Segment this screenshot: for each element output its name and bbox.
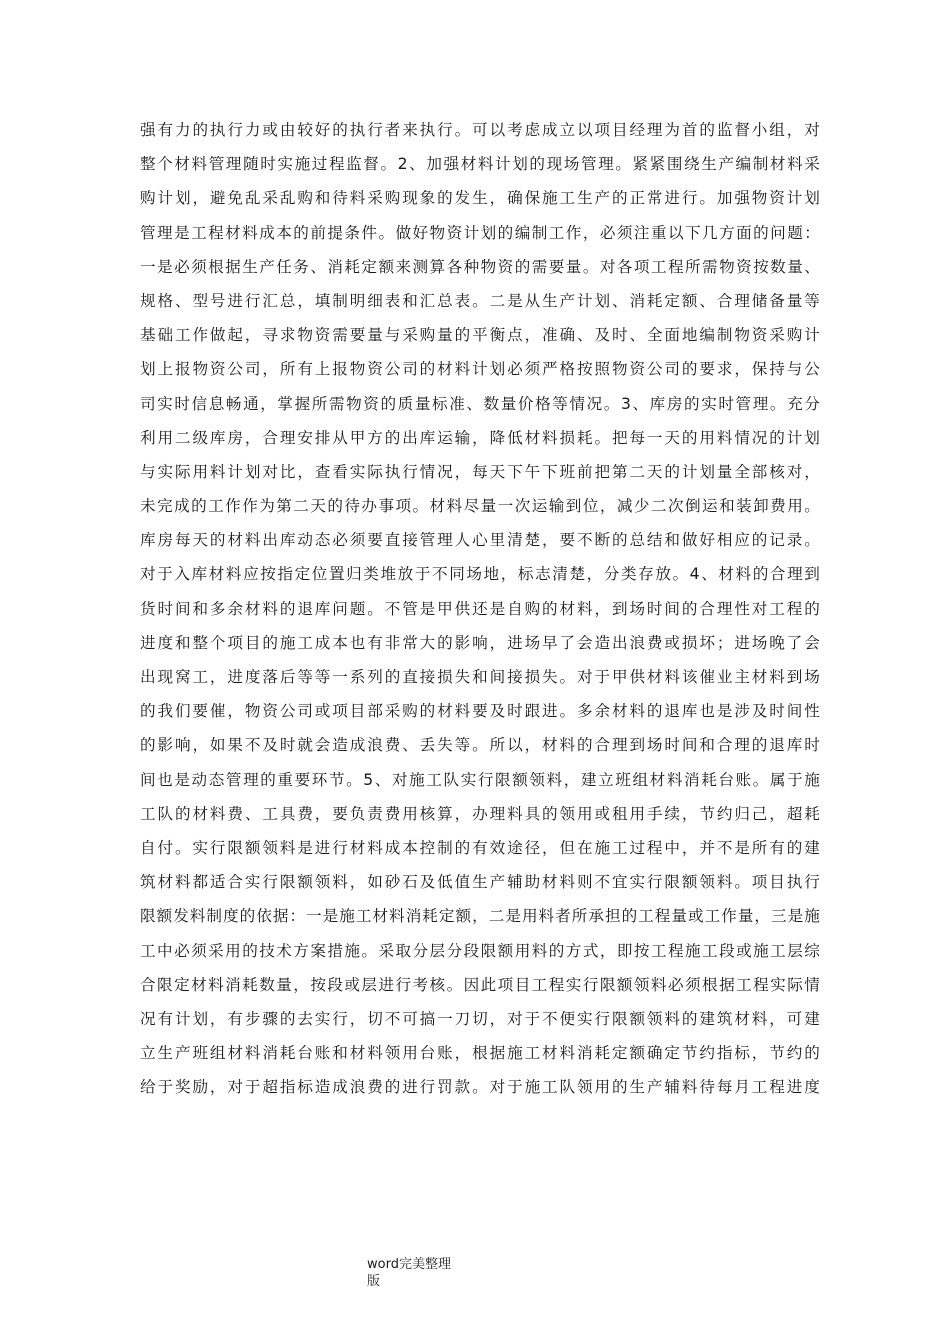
text-line: 强有力的执行力或由较好的执行者来执行。可以考虑成立以项目经理为首的监督小组，对 (140, 121, 820, 139)
footer-line-2: 版 (367, 1274, 381, 1289)
text-line: 划上报物资公司，所有上报物资公司的材料计划必须严格按照物资公司的要求，保持与公 (140, 360, 820, 379)
text-line: 间也是动态管理的重要环节。5、对施工队实行限额领料，建立班组材料消耗台账。属于施 (140, 770, 820, 789)
text-line: 整个材料管理随时实施过程监督。2、加强材料计划的现场管理。紧紧围绕生产编制材料采 (140, 155, 820, 174)
text-line: 未完成的工作作为第二天的待办事项。材料尽量一次运输到位，减少二次倒运和装卸费用。 (140, 497, 820, 516)
text-line: 基础工作做起，寻求物资需要量与采购量的平衡点，准确、及时、全面地编制物资采购计 (140, 326, 820, 345)
body-text (140, 113, 820, 1104)
text-line: 的我们要催，物资公司或项目部采购的材料要及时跟进。多余材料的退库也是涉及时间性 (140, 702, 820, 721)
text-line: 给于奖励，对于超指标造成浪费的进行罚款。对于施工队领用的生产辅料待每月工程进度 (140, 1078, 820, 1097)
text-line: 管理是工程材料成本的前提条件。做好物资计划的编制工作，必须注重以下几方面的问题： (140, 223, 820, 242)
text-line: 出现窝工，进度落后等等一系列的直接损失和间接损失。对于甲供材料该催业主材料到场 (140, 668, 820, 686)
text-line: 立生产班组材料消耗台账和材料领用台账，根据施工材料消耗定额确定节约指标，节约的 (140, 1044, 820, 1063)
text-line: 司实时信息畅通，掌握所需物资的质量标准、数量价格等情况。3、库房的实时管理。充分 (140, 394, 820, 413)
text-line: 货时间和多余材料的退库问题。不管是甲供还是自购的材料，到场时间的合理性对工程的 (140, 599, 820, 618)
text-line: 合限定材料消耗数量，按段或层进行考核。因此项目工程实行限额领料必须根据工程实际情 (140, 975, 820, 994)
page-footer (367, 1256, 487, 1290)
text-line: 筑材料都适合实行限额领料，如砂石及低值生产辅助材料则不宜实行限额领料。项目执行 (140, 873, 820, 892)
footer-line-1: word完美整理 (367, 1257, 451, 1272)
text-line: 限额发料制度的依据：一是施工材料消耗定额，二是用料者所承担的工程量或工作量，三是施 (140, 907, 820, 926)
text-line: 进度和整个项目的施工成本也有非常大的影响，进场早了会造出浪费或损坏；进场晚了会 (140, 633, 820, 652)
text-line: 库房每天的材料出库动态必须要直接管理人心里清楚，要不断的总结和做好相应的记录。 (140, 531, 820, 550)
text-line: 规格、型号进行汇总，填制明细表和汇总表。二是从生产计划、消耗定额、合理储备量等 (140, 291, 820, 310)
text-line: 购计划，避免乱采乱购和待料采购现象的发生，确保施工生产的正常进行。加强物资计划 (140, 189, 820, 208)
text-line: 况有计划，有步骤的去实行，切不可搞一刀切，对于不便实行限额领料的建筑材料，可建 (140, 1009, 820, 1028)
text-line: 与实际用料计划对比，查看实际执行情况，每天下午下班前把第二天的计划量全部核对， (140, 462, 820, 481)
text-line: 的影响，如果不及时就会造成浪费、丢失等。所以，材料的合理到场时间和合理的退库时 (140, 736, 820, 755)
text-line: 一是必须根据生产任务、消耗定额来测算各种物资的需要量。对各项工程所需物资按数量、 (140, 257, 820, 276)
text-line: 自付。实行限额领料是进行材料成本控制的有效途径，但在施工过程中，并不是所有的建 (140, 838, 820, 857)
text-line: 工中必须采用的技术方案措施。采取分层分段限额用料的方式，即按工程施工段或施工层综 (140, 941, 820, 960)
text-line: 利用二级库房，合理安排从甲方的出库运输，降低材料损耗。把每一天的用料情况的计划 (140, 428, 820, 447)
text-line: 工队的材料费、工具费，要负责费用核算，办理料具的领用或租用手续，节约归己，超耗 (140, 804, 820, 823)
text-line: 对于入库材料应按指定位置归类堆放于不同场地，标志清楚，分类存放。4、材料的合理到 (140, 565, 820, 584)
